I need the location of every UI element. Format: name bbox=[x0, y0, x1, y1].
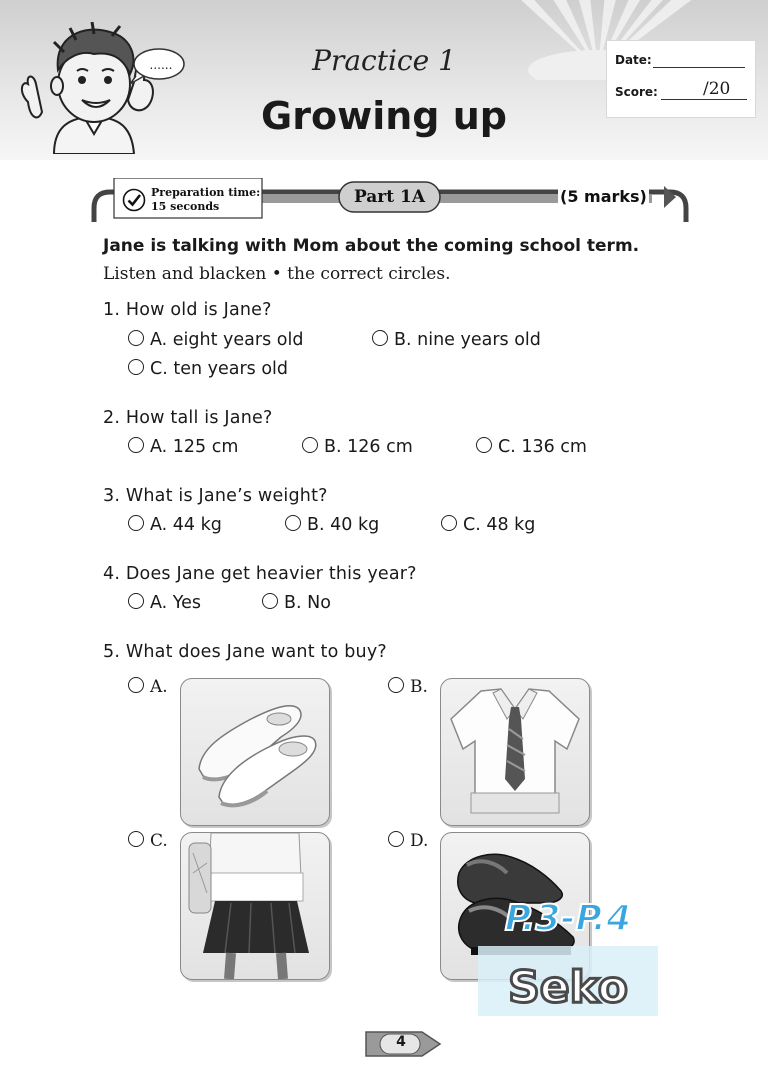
answer-circle-icon[interactable] bbox=[128, 330, 144, 346]
question-1: 1. How old is Jane? bbox=[103, 300, 272, 320]
q3-option-a[interactable] bbox=[128, 515, 222, 535]
option-label: B. 40 kg bbox=[307, 515, 380, 535]
stamp-grade-text: P.3-P.4 bbox=[504, 898, 632, 939]
date-label: Date: bbox=[615, 53, 652, 67]
answer-circle-icon[interactable] bbox=[128, 437, 144, 453]
date-field[interactable] bbox=[653, 67, 745, 68]
instruction-task: Listen and blacken • the correct circles. bbox=[103, 264, 451, 284]
q3-option-b[interactable] bbox=[285, 515, 379, 535]
stamp-brand-text: Seko bbox=[508, 962, 628, 1013]
answer-circle-icon[interactable] bbox=[285, 515, 301, 531]
answer-circle-icon[interactable] bbox=[262, 593, 278, 609]
question-3: 3. What is Jane’s weight? bbox=[103, 486, 328, 506]
score-field[interactable] bbox=[661, 99, 747, 100]
q5-option-b[interactable] bbox=[388, 677, 428, 697]
answer-circle-icon[interactable] bbox=[388, 677, 404, 693]
q1-option-c[interactable] bbox=[128, 359, 288, 379]
prep-line-2: 15 seconds bbox=[151, 200, 220, 213]
option-label: C. 136 cm bbox=[498, 437, 587, 457]
q4-option-a[interactable] bbox=[128, 593, 201, 613]
answer-circle-icon[interactable] bbox=[128, 515, 144, 531]
question-5: 5. What does Jane want to buy? bbox=[103, 642, 387, 662]
option-label: A. 125 cm bbox=[150, 437, 239, 457]
answer-circle-icon[interactable] bbox=[302, 437, 318, 453]
page-number: 4 bbox=[396, 1034, 406, 1050]
preparation-time bbox=[151, 186, 260, 214]
q5-option-d[interactable] bbox=[388, 831, 428, 851]
score-label: Score: bbox=[615, 85, 658, 99]
option-label: A. bbox=[150, 677, 168, 697]
q1-option-b[interactable] bbox=[372, 330, 541, 350]
option-label: A. Yes bbox=[150, 593, 202, 613]
question-4: 4. Does Jane get heavier this year? bbox=[103, 564, 417, 584]
marks-label: (5 marks) bbox=[560, 187, 647, 206]
prep-line-1: Preparation time: bbox=[151, 186, 261, 199]
q2-option-c[interactable] bbox=[476, 437, 587, 457]
q5-option-c[interactable] bbox=[128, 831, 168, 851]
q1-option-a[interactable] bbox=[128, 330, 303, 350]
option-label: B. bbox=[410, 677, 428, 697]
q3-option-c[interactable] bbox=[441, 515, 535, 535]
q2-option-b[interactable] bbox=[302, 437, 413, 457]
q5-option-a[interactable] bbox=[128, 677, 168, 697]
option-label: A. 44 kg bbox=[150, 515, 222, 535]
option-label: B. nine years old bbox=[394, 330, 541, 350]
page-title: Growing up bbox=[261, 94, 507, 138]
answer-circle-icon[interactable] bbox=[441, 515, 457, 531]
shirt-image bbox=[441, 679, 589, 825]
photo-skirt[interactable] bbox=[180, 832, 330, 980]
skirt-image bbox=[181, 833, 329, 979]
option-label: C. bbox=[150, 831, 168, 851]
answer-circle-icon[interactable] bbox=[388, 831, 404, 847]
q4-option-b[interactable] bbox=[262, 593, 331, 613]
answer-circle-icon[interactable] bbox=[128, 593, 144, 609]
option-label: B. No bbox=[284, 593, 331, 613]
answer-circle-icon[interactable] bbox=[128, 831, 144, 847]
speech-bubble-text: ...... bbox=[149, 58, 173, 72]
photo-canvas-shoes[interactable] bbox=[180, 678, 330, 826]
instruction-context: Jane is talking with Mom about the coming school term. bbox=[103, 236, 640, 256]
answer-circle-icon[interactable] bbox=[372, 330, 388, 346]
answer-circle-icon[interactable] bbox=[476, 437, 492, 453]
practice-label: Practice 1 bbox=[312, 44, 456, 77]
score-total: /20 bbox=[703, 79, 731, 99]
date-score-box bbox=[606, 40, 756, 118]
photo-shirt-tie[interactable] bbox=[440, 678, 590, 826]
option-label: A. eight years old bbox=[150, 330, 304, 350]
q2-option-a[interactable] bbox=[128, 437, 238, 457]
publisher-logo bbox=[472, 890, 664, 1018]
question-2: 2. How tall is Jane? bbox=[103, 408, 273, 428]
answer-circle-icon[interactable] bbox=[128, 677, 144, 693]
option-label: B. 126 cm bbox=[324, 437, 413, 457]
answer-circle-icon[interactable] bbox=[128, 359, 144, 375]
shoes-image bbox=[181, 679, 329, 825]
option-label: D. bbox=[410, 831, 429, 851]
option-label: C. ten years old bbox=[150, 359, 289, 379]
part-label: Part 1A bbox=[353, 187, 426, 207]
checkmark-icon bbox=[122, 188, 146, 212]
option-label: C. 48 kg bbox=[463, 515, 536, 535]
